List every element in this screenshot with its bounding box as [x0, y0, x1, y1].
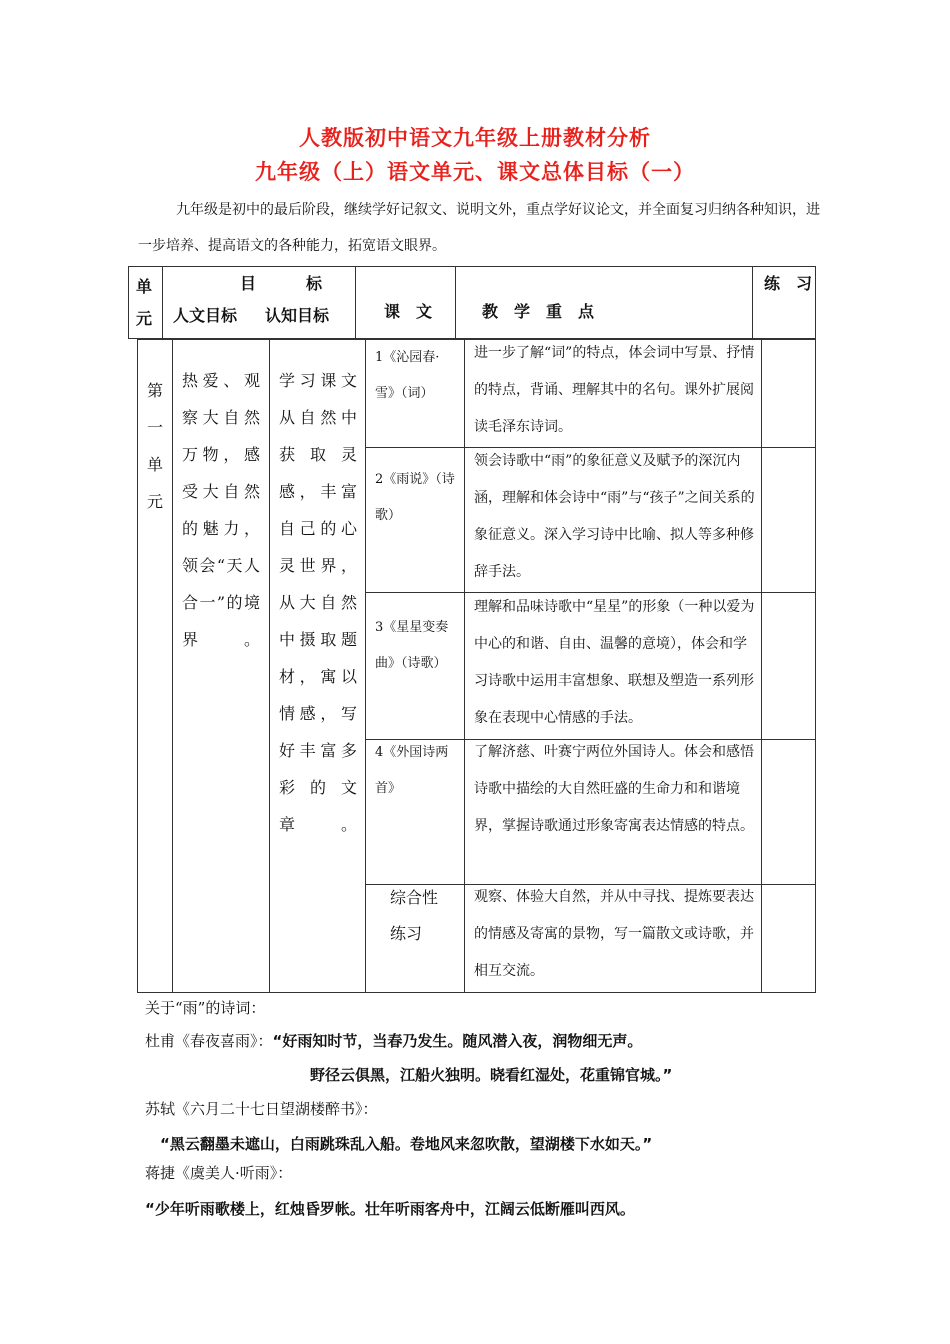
lesson-1-title: 1《沁园春·雪》（词）	[375, 350, 440, 401]
lesson-2-title: 2《雨说》（诗歌）	[375, 472, 455, 523]
unit-name: 第一单元	[146, 381, 163, 511]
poems-heading: 关于“雨”的诗词：	[145, 999, 266, 1017]
poem-1-source: 杜甫《春夜喜雨》：	[145, 1032, 273, 1050]
header-goal-biao: 标	[306, 274, 323, 293]
poem-1	[145, 1030, 642, 1051]
document-subtitle: 九年级（上）语文单元、课文总体目标（一）	[255, 160, 695, 184]
poem-1-line-2: 野径云俱黑，江船火独明。晓看红湿处，花重锦官城。”	[310, 1066, 673, 1084]
lesson-3-title: 3《星星变奏曲》（诗歌）	[375, 620, 449, 671]
header-cognitive-goal: 认知目标	[265, 306, 330, 325]
document-title: 人教版初中语文九年级上册教材分析	[299, 126, 651, 150]
lesson-5-focus: 观察、体验大自然，并从中寻找、提炼要表达的情感及寄寓的景物，写一篇散文或诗歌，并相互交流。	[474, 889, 754, 979]
header-goal-mu: 目	[240, 274, 257, 293]
cognitive-goal-text: 学习课文从自然中获取灵感，丰富自己的心灵世界，从大自然中摄取题材，寓以情感，写好丰富多彩的文章。	[279, 371, 357, 834]
lesson-4-title: 4《外国诗两首》	[375, 745, 449, 796]
header-text: 课 文	[384, 302, 433, 321]
poem-1-line-1: “好雨知时节，当春乃发生。随风潜入夜，润物细无声。	[272, 1032, 643, 1050]
lesson-3-focus: 理解和品味诗歌中“星星”的形象（一种以爱为中心的和谐、自由、温馨的意境），体会和学习诗歌中运用丰富想象、联想及塑造一系列形象在表现中心情感的手法。	[474, 599, 755, 726]
lesson-2-focus: 领会诗歌中“雨”的象征意义及赋予的深沉内涵，理解和体会诗中“雨”与“孩子”之间关系的象征意义。深入学习诗中比喻、拟人等多种修辞手法。	[474, 453, 755, 580]
lesson-4-focus: 了解济慈、叶赛宁两位外国诗人。体会和感悟诗歌中描绘的大自然旺盛的生命力和和谐境界，掌握诗歌通过形象寄寓表达情感的特点。	[474, 744, 754, 834]
lesson-1-focus: 进一步了解“词”的特点，体会词中写景、抒情的特点，背诵、理解其中的名句。课外扩展阅读毛泽东诗词。	[474, 345, 755, 435]
lesson-5-title: 综合性练习	[390, 888, 439, 943]
header-focus: 教 学 重 点	[482, 302, 595, 321]
intro-paragraph: 九年级是初中的最后阶段，继续学好记叙文、说明文外，重点学好议论文，并全面复习归纳各种知识，进一步培养、提高语文的各种能力，拓宽语文眼界。	[138, 202, 820, 254]
poem-3-source: 蒋捷《虞美人·听雨》：	[145, 1164, 293, 1182]
poem-2-source: 苏轼《六月二十七日望湖楼醉书》：	[145, 1100, 378, 1118]
humanities-goal-text: 热爱、观察大自然万物，感受大自然的魅力，领会“天人合一”的境界。	[182, 371, 260, 649]
poem-2-line-1: “黑云翻墨未遮山，白雨跳珠乱入船。卷地风来忽吹散，望湖楼下水如天。”	[160, 1135, 653, 1153]
header-unit: 单元	[136, 277, 153, 328]
header-exercise: 练 习	[764, 274, 813, 293]
header-humanities-goal: 人文目标	[173, 306, 238, 325]
poem-3-line-1: “少年听雨歌楼上，红烛昏罗帐。壮年听雨客舟中，江阔云低断雁叫西风。	[145, 1200, 635, 1218]
